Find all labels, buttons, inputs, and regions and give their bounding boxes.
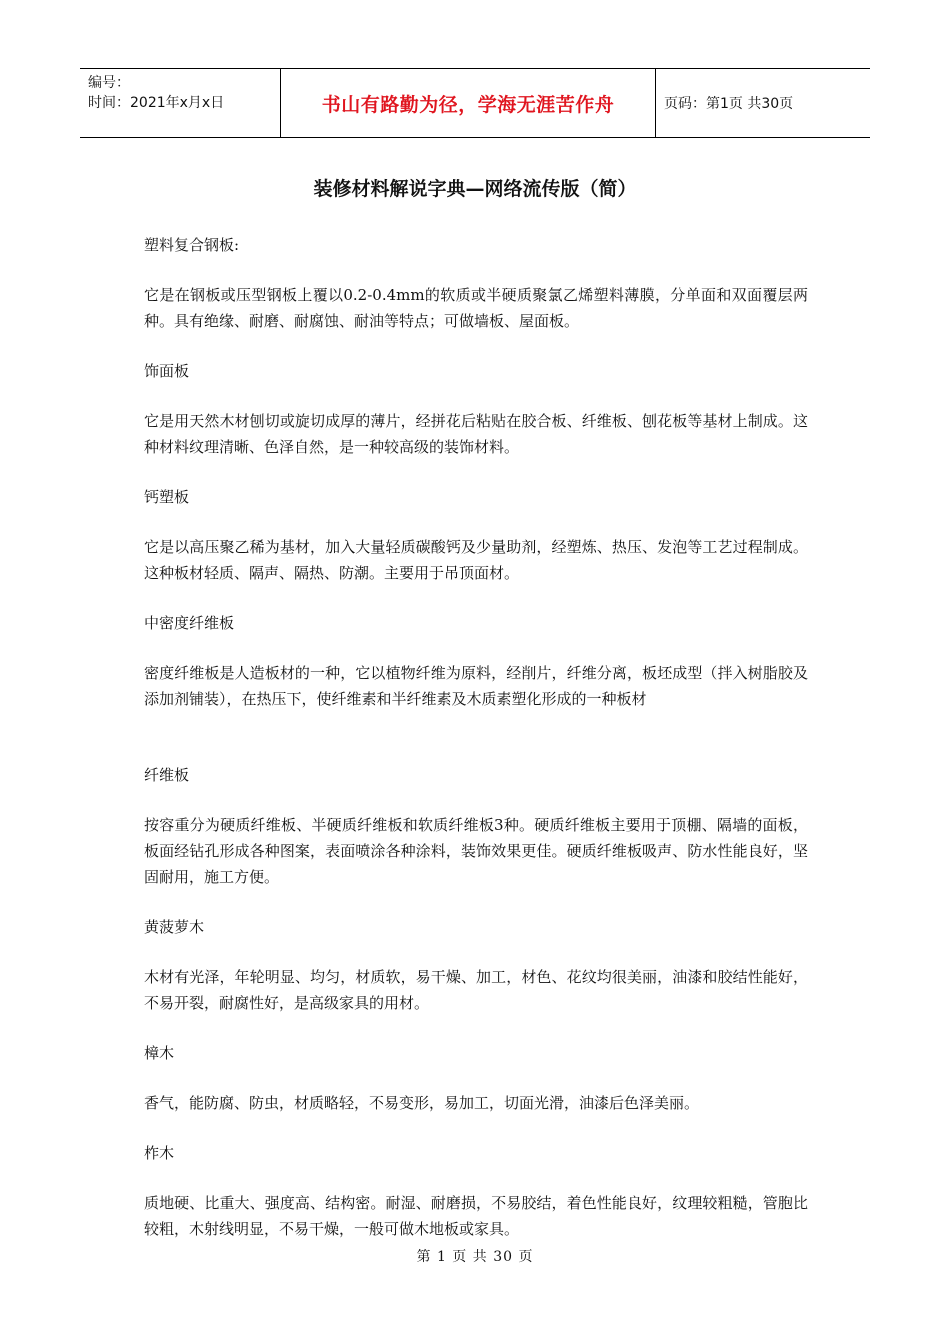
section-body: 它是用天然木材刨切或旋切成厚的薄片，经拼花后粘贴在胶合板、纤维板、刨花板等基材上制成。这种材料纹理清晰、色泽自然，是一种较高级的装饰材料。: [144, 412, 808, 456]
section-heading: 中密度纤维板: [144, 614, 235, 632]
document-body: [144, 232, 808, 1266]
section-heading: 樟木: [144, 1044, 175, 1062]
section-body: 密度纤维板是人造板材的一种，它以植物纤维为原料，经削片，纤维分离，板坯成型（拌入树脂胶及添加剂铺装），在热压下，使纤维素和半纤维素及木质素塑化形成的一种板材: [144, 664, 808, 708]
section-body: 它是在钢板或压型钢板上覆以0.2-0.4mm的软质或半硬质聚氯乙烯塑料薄膜，分单面和双面覆层两种。具有绝缘、耐磨、耐腐蚀、耐油等特点；可做墙板、屋面板。: [144, 286, 808, 330]
section-body: 木材有光泽，年轮明显、均匀，材质软，易干燥、加工，材色、花纹均很美丽，油漆和胶结性能好，不易开裂，耐腐性好，是高级家具的用材。: [144, 968, 808, 1012]
header-motto: 书山有路勤为径，学海无涯苦作舟: [280, 69, 656, 137]
header-page-info: 页码：第1页 共30页: [664, 96, 794, 112]
section-body: 按容重分为硬质纤维板、半硬质纤维板和软质纤维板3种。硬质纤维板主要用于顶棚、隔墙的面板，板面经钻孔形成各种图案，表面喷涂各种涂料，装饰效果更佳。硬质纤维板吸声、防水性能良好，坚固耐用，施工方便。: [144, 816, 808, 886]
time-label: 时间：2021年x月x日: [88, 95, 225, 111]
document-title: 装修材料解说字典—网络流传版（简）: [313, 178, 637, 200]
number-label: 编号：: [88, 75, 130, 91]
page-footer: 第 1 页 共 30 页: [416, 1249, 534, 1265]
section-heading: 钙塑板: [144, 488, 190, 506]
section-body: 质地硬、比重大、强度高、结构密。耐湿、耐磨损，不易胶结，着色性能良好，纹理较粗糙，管胞比较粗，木射线明显，不易干燥，一般可做木地板或家具。: [144, 1194, 808, 1238]
section-heading: 塑料复合钢板:: [144, 236, 240, 254]
section-heading: 黄菠萝木: [144, 918, 205, 936]
section-heading: 饰面板: [144, 362, 190, 380]
section-heading: 纤维板: [144, 766, 190, 784]
document-header: [80, 68, 870, 138]
section-body: 香气，能防腐、防虫，材质略轻，不易变形，易加工，切面光滑，油漆后色泽美丽。: [144, 1094, 700, 1112]
section-heading: 柞木: [144, 1144, 175, 1162]
header-meta-cell: [80, 69, 280, 137]
section-body: 它是以高压聚乙稀为基材，加入大量轻质碳酸钙及少量助剂，经塑炼、热压、发泡等工艺过程制成。这种板材轻质、隔声、隔热、防潮。主要用于吊顶面材。: [144, 538, 808, 582]
